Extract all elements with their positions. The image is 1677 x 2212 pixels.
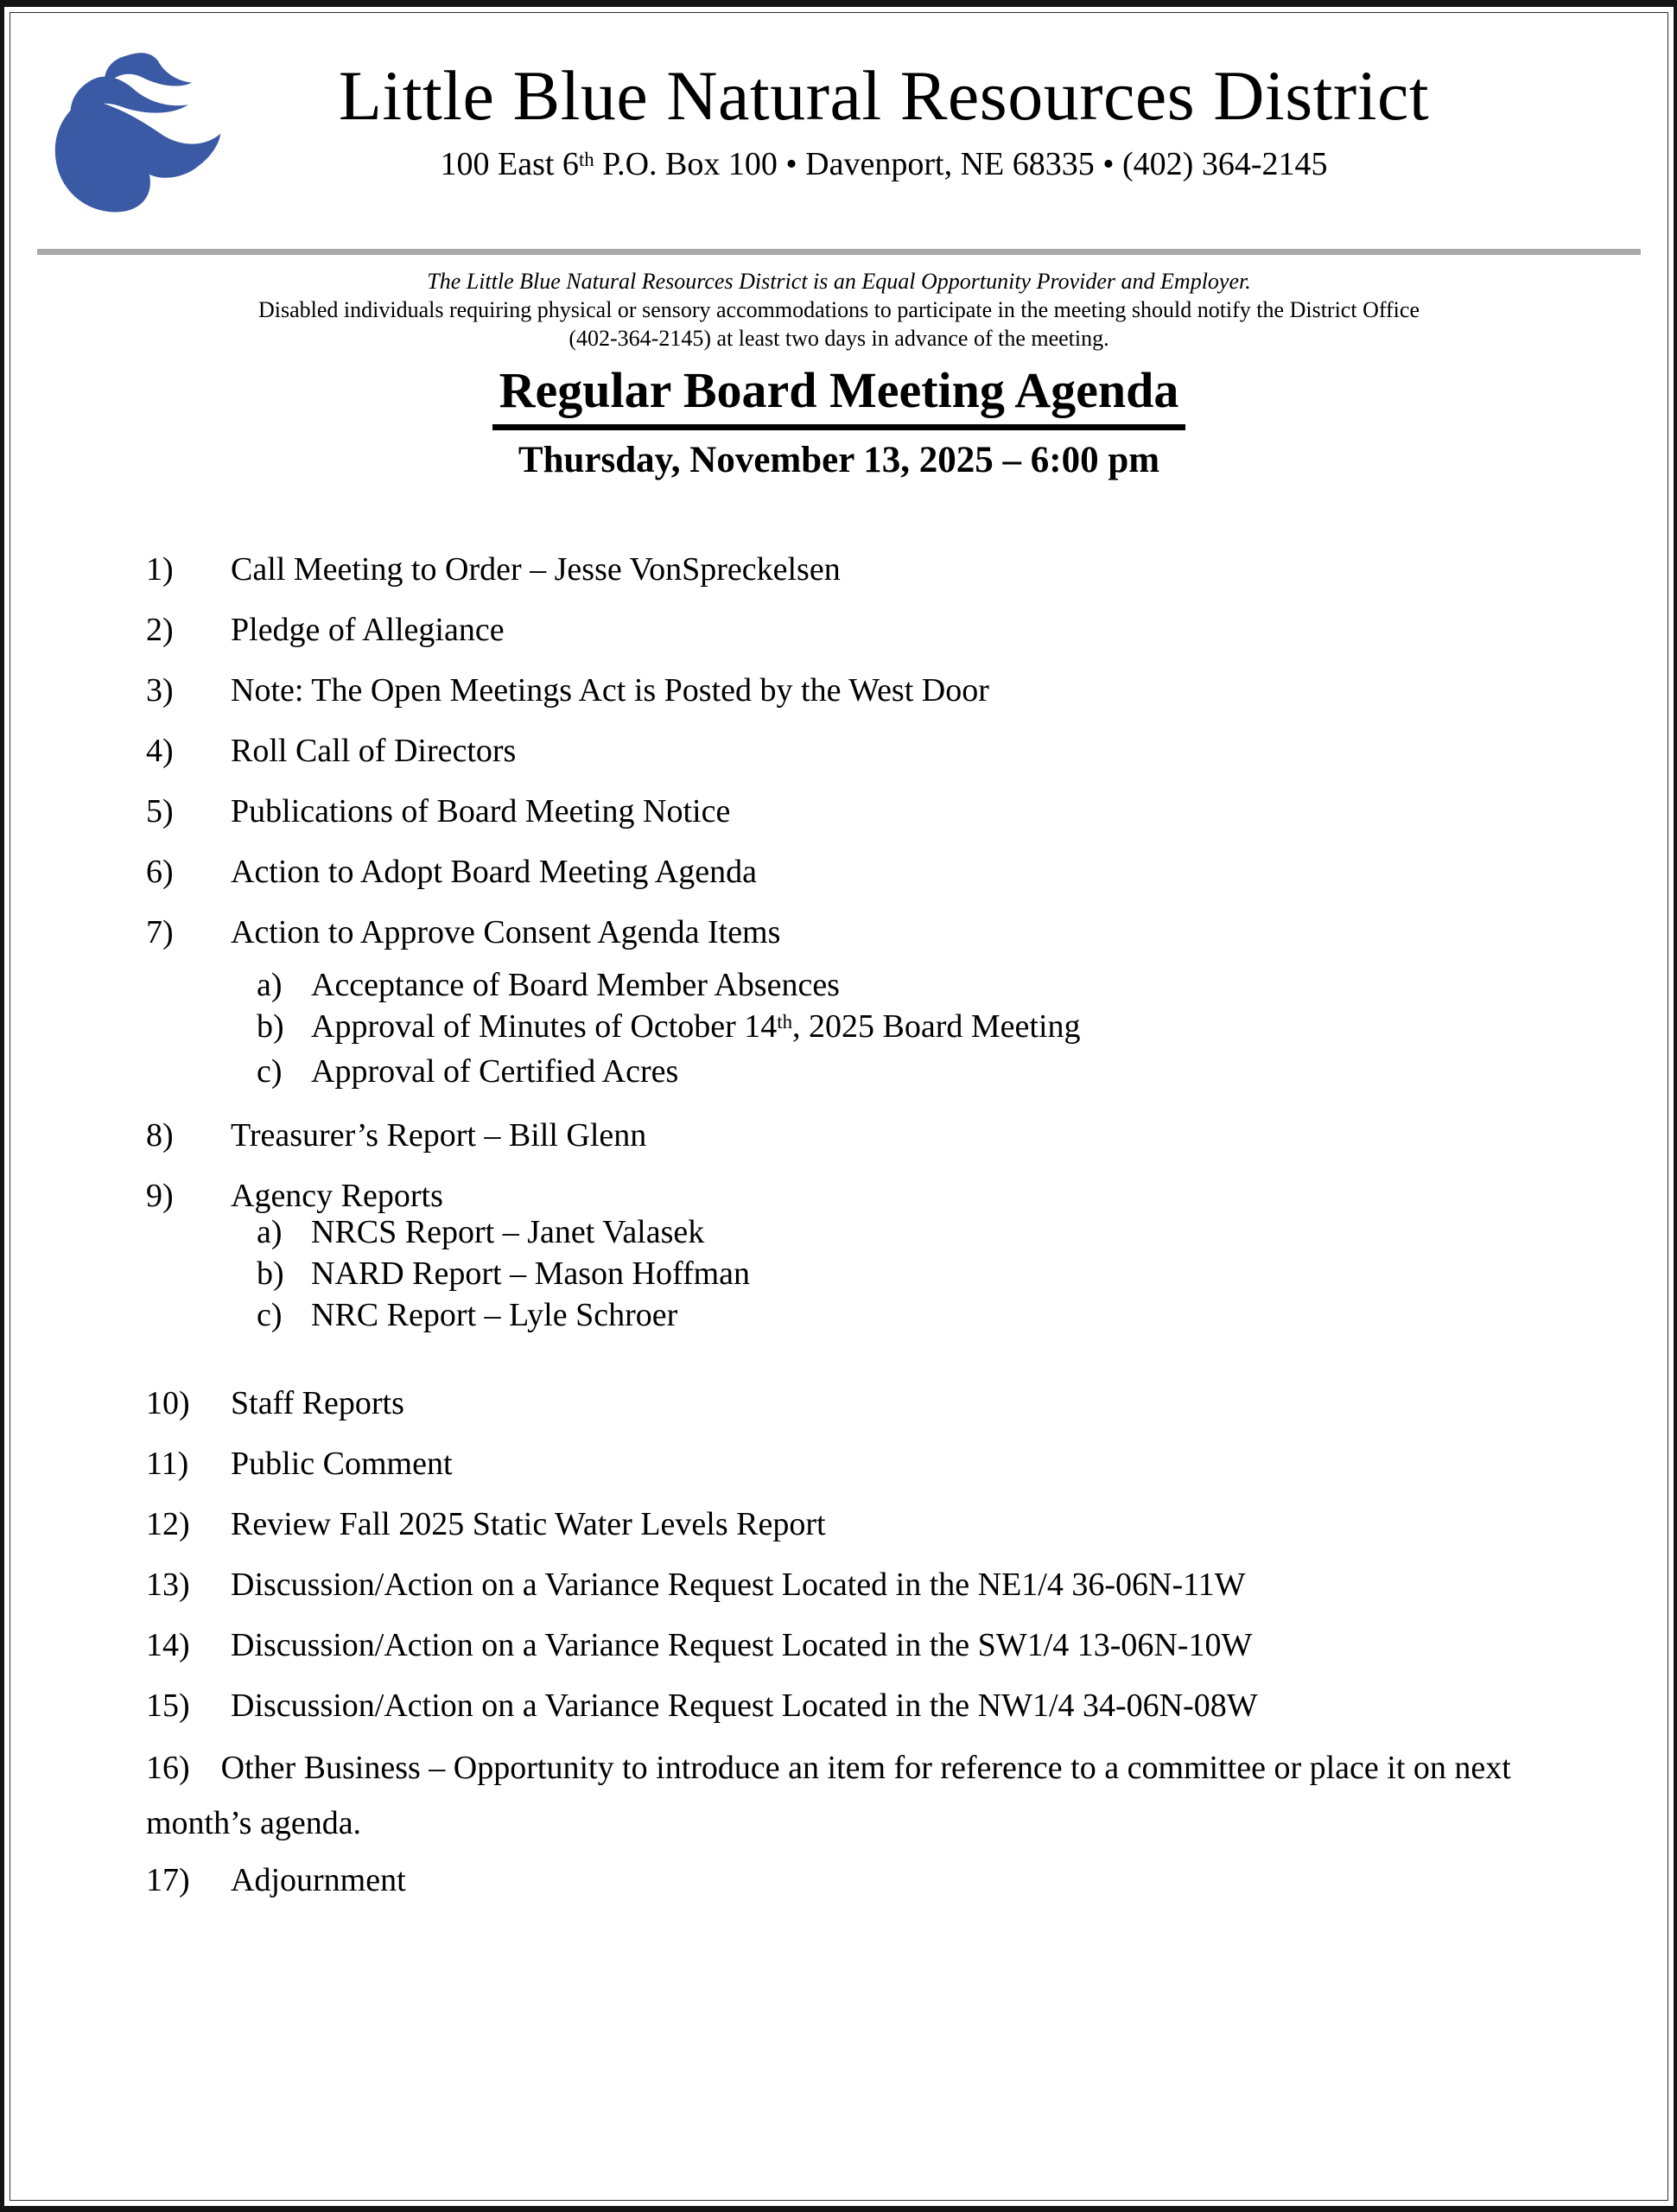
agenda-list <box>4 543 1674 1906</box>
agenda-subitem: b) Approval of Minutes of October 14th, 2025 Board Meeting <box>257 1008 1081 1046</box>
agenda-item: 13) Discussion/Action on a Variance Request Located in the NE1/4 36-06N-11W <box>146 1567 1246 1604</box>
document-header <box>4 7 1674 228</box>
agenda-subitems <box>257 965 1632 1092</box>
meeting-title <box>4 362 1674 430</box>
agenda-subitems <box>257 1212 1632 1336</box>
agenda-item: 8) Treasurer’s Report – Bill Glenn <box>146 1117 647 1154</box>
agenda-item: 17) Adjournment <box>146 1862 406 1899</box>
organization-name: Little Blue Natural Resources District <box>338 56 1430 135</box>
organization-address: 100 East 6th P.O. Box 100 • Davenport, NE 68335 • (402) 364-2145 <box>440 146 1328 183</box>
agenda-subitem: c) NRC Report – Lyle Schroer <box>257 1297 678 1334</box>
agenda-item: 4) Roll Call of Directors <box>146 733 517 770</box>
ada-accommodation-line-1: Disabled individuals requiring physical or sensory accommodations to participate in the meeting should notify the District Office <box>258 297 1420 322</box>
notice-block <box>4 267 1674 353</box>
agenda-item: 10) Staff Reports <box>146 1385 404 1422</box>
agenda-item-continuation: month’s agenda. <box>146 1805 362 1842</box>
agenda-item: 12) Review Fall 2025 Static Water Levels Report <box>146 1506 826 1543</box>
district-waves-logo-icon <box>46 45 241 228</box>
agenda-subitem: b) NARD Report – Mason Hoffman <box>257 1255 751 1293</box>
agenda-item: 9) Agency Reports <box>146 1178 443 1215</box>
header-divider-rule <box>37 249 1641 255</box>
agenda-subitem: a) Acceptance of Board Member Absences <box>257 967 840 1004</box>
agenda-subitem: a) NRCS Report – Janet Valasek <box>257 1214 705 1251</box>
agenda-item: 7) Action to Approve Consent Agenda Items <box>146 914 781 951</box>
agenda-item: 1) Call Meeting to Order – Jesse VonSpreckelsen <box>146 551 841 588</box>
agenda-item: 14) Discussion/Action on a Variance Request Located in the SW1/4 13-06N-10W <box>146 1627 1253 1664</box>
agenda-item: 2) Pledge of Allegiance <box>146 612 505 649</box>
header-text-block <box>241 45 1622 183</box>
meeting-datetime: Thursday, November 13, 2025 – 6:00 pm <box>518 439 1160 480</box>
agenda-item: 16) Other Business – Opportunity to introduce an item for reference to a committee or place it on next month’s agenda. <box>146 1750 1511 1842</box>
agenda-subitem: c) Approval of Certified Acres <box>257 1053 679 1090</box>
agenda-item: 11) Public Comment <box>146 1446 453 1483</box>
ada-accommodation-line-2: (402-364-2145) at least two days in advance of the meeting. <box>569 326 1109 351</box>
agenda-item: 15) Discussion/Action on a Variance Request Located in the NW1/4 34-06N-08W <box>146 1688 1258 1725</box>
equal-opportunity-line: The Little Blue Natural Resources District is an Equal Opportunity Provider and Employer. <box>427 269 1251 294</box>
meeting-title-text: Regular Board Meeting Agenda <box>492 365 1186 430</box>
agenda-item: 6) Action to Adopt Board Meeting Agenda <box>146 854 757 891</box>
agenda-item: 3) Note: The Open Meetings Act is Posted by the West Door <box>146 672 989 709</box>
agenda-item: 5) Publications of Board Meeting Notice <box>146 793 731 830</box>
